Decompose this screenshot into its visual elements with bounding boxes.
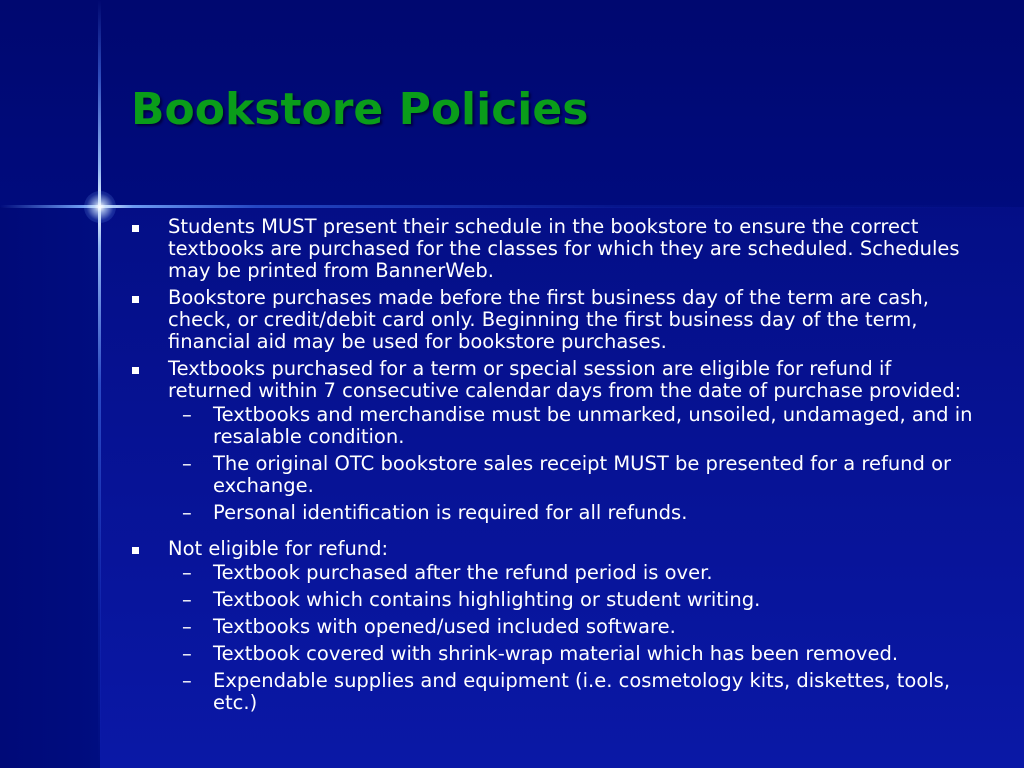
sub-bullet-list — [168, 404, 978, 524]
sub-bullet-text: The original OTC bookstore sales receipt MUST be presented for a refund or exchange. — [213, 452, 952, 497]
sub-bullet-item — [168, 643, 978, 665]
dash-bullet-icon: – — [182, 561, 192, 584]
sub-bullet-item — [168, 502, 978, 524]
bullet-text: Bookstore purchases made before the first business day of the term are cash, check, or credit/debit card only. Beginning the first business day of the term, financial aid may be used for bookstore purchases. — [168, 286, 929, 353]
bullet-item — [128, 287, 978, 353]
sub-bullet-text: Personal identification is required for all refunds. — [213, 501, 688, 524]
sub-bullet-text: Textbook which contains highlighting or student writing. — [213, 588, 761, 611]
horizontal-light-line — [0, 205, 1024, 208]
sub-bullet-item — [168, 670, 978, 714]
square-bullet-icon — [132, 547, 139, 554]
dash-bullet-icon: – — [182, 403, 192, 426]
square-bullet-icon — [132, 225, 139, 232]
sub-bullet-item — [168, 404, 978, 448]
dash-bullet-icon: – — [182, 615, 192, 638]
dash-bullet-icon: – — [182, 452, 192, 475]
bullet-item — [128, 216, 978, 282]
sub-bullet-text: Textbook purchased after the refund period is over. — [213, 561, 713, 584]
sub-bullet-list — [168, 562, 978, 714]
bullet-text: Students MUST present their schedule in the bookstore to ensure the correct textbooks are purchased for the classes for which they are scheduled. Schedules may be printed from BannerWeb. — [168, 215, 960, 282]
square-bullet-icon — [132, 367, 139, 374]
bullet-item — [128, 538, 978, 714]
slide-title: Bookstore Policies — [131, 84, 589, 135]
sub-bullet-item — [168, 616, 978, 638]
dash-bullet-icon: – — [182, 588, 192, 611]
vertical-light-line — [98, 0, 101, 768]
sub-bullet-text: Expendable supplies and equipment (i.e. cosmetology kits, diskettes, tools, etc.) — [213, 669, 951, 714]
sub-bullet-item — [168, 562, 978, 584]
bullet-list — [128, 216, 978, 714]
sub-bullet-text: Textbook covered with shrink-wrap material which has been removed. — [213, 642, 899, 665]
square-bullet-icon — [132, 296, 139, 303]
star-glow-icon — [84, 191, 116, 223]
dash-bullet-icon: – — [182, 642, 192, 665]
dash-bullet-icon: – — [182, 501, 192, 524]
sub-bullet-text: Textbooks with opened/used included software. — [213, 615, 676, 638]
bullet-text: Not eligible for refund: — [168, 537, 389, 560]
sub-bullet-item — [168, 589, 978, 611]
slide-body — [128, 216, 978, 719]
bullet-item — [128, 358, 978, 524]
sub-bullet-text: Textbooks and merchandise must be unmarked, unsoiled, undamaged, and in resalable condition. — [213, 403, 973, 448]
dash-bullet-icon: – — [182, 669, 192, 692]
bullet-text: Textbooks purchased for a term or special session are eligible for refund if returned within 7 consecutive calendar days from the date of purchase provided: — [168, 357, 962, 402]
sub-bullet-item — [168, 453, 978, 497]
